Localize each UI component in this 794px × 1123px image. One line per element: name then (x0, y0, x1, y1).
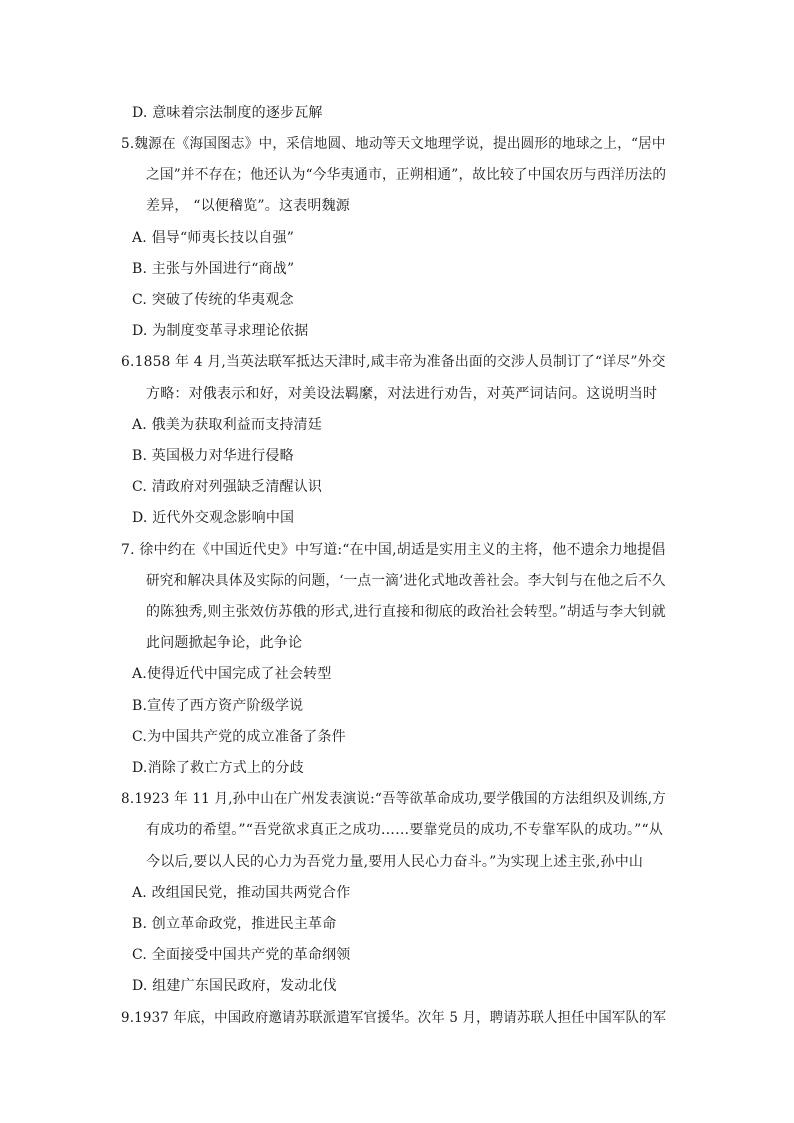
q6-option-a: A. 俄美为获取利益而支持清廷 (132, 417, 323, 433)
q5-option-b: B. 主张与外国进行“商战” (132, 261, 295, 277)
q6-stem-line-2: 方略：对俄表示和好，对美设法羁縻，对法进行劝告，对英严词诘问。这说明当时 (146, 386, 658, 402)
q8-option-c: C. 全面接受中国共产党的革命纲领 (132, 947, 351, 963)
q5-stem-line-3: 差异， “以便稽览”。这表明魏源 (146, 198, 350, 214)
q6-option-d: D. 近代外交观念影响中国 (132, 510, 295, 526)
q7-option-a: A.使得近代中国完成了社会转型 (132, 666, 332, 682)
q9-stem-line-1: 9.1937 年底，中国政府邀请苏联派遣军官援华。次年 5 月，聘请苏联人担任中国军队的军 (121, 1010, 667, 1026)
q8-stem-line-1: 8.1923 年 11 月,孙中山在广州发表演说:“吾等欲革命成功,要学俄国的方法组织及训练,方 (121, 791, 666, 807)
q8-stem-line-2: 有成功的希望。”“吾党欲求真正之成功……要靠党员的成功,不专靠军队的成功。”“从 (146, 822, 664, 838)
q6-stem-line-1: 6.1858 年 4 月,当英法联军抵达天津时,咸丰帝为准备出面的交涉人员制订了“详尽”外交 (121, 354, 666, 370)
q7-option-c: C.为中国共产党的成立准备了条件 (132, 729, 346, 745)
q5-stem-line-2: 之国”并不存在；他还认为“今华夷通市，正朔相通”，故比较了中国农历与西洋历法的 (146, 167, 667, 183)
q5-option-d: D. 为制度变革寻求理论依据 (132, 323, 309, 339)
q5-option-c: C. 突破了传统的华夷观念 (132, 292, 294, 308)
q7-stem-line-3: 的陈独秀,则主张效仿苏俄的形式,进行直接和彻底的政治社会转型。”胡适与李大钊就 (146, 604, 666, 620)
q4-option-d: D. 意味着宗法制度的逐步瓦解 (132, 105, 323, 121)
q5-option-a: A. 倡导“师夷长技以自强” (132, 230, 295, 246)
q7-stem-line-2: 研究和解决具体及实际的问题，‘一点一滴’进化式地改善社会。李大钊与在他之后不久 (146, 573, 666, 589)
q5-stem-line-1: 5.魏源在《海国图志》中，采信地圆、地动等天文地理学说，提出圆形的地球之上，“居中 (121, 136, 666, 152)
q8-option-d: D. 组建广东国民政府，发动北伐 (132, 978, 337, 994)
q8-stem-line-3: 今以后,要以人民的心力为吾党力量,要用人民心力奋斗。”为实现上述主张,孙中山 (146, 854, 644, 870)
q8-option-b: B. 创立革命政党，推进民主革命 (132, 916, 337, 932)
q6-option-c: C. 清政府对列强缺乏清醒认识 (132, 479, 323, 495)
q6-option-b: B. 英国极力对华进行侵略 (132, 448, 294, 464)
q7-stem-line-1: 7. 徐中约在《中国近代史》中写道:“在中国,胡适是实用主义的主将，他不遗余力地提倡 (121, 542, 666, 558)
q7-option-b: B.宣传了西方资产阶级学说 (132, 698, 304, 714)
q8-option-a: A. 改组国民党，推动国共两党合作 (132, 885, 351, 901)
q7-stem-line-4: 此问题掀起争论，此争论 (146, 635, 303, 651)
q7-option-d: D.消除了救亡方式上的分歧 (132, 760, 304, 776)
